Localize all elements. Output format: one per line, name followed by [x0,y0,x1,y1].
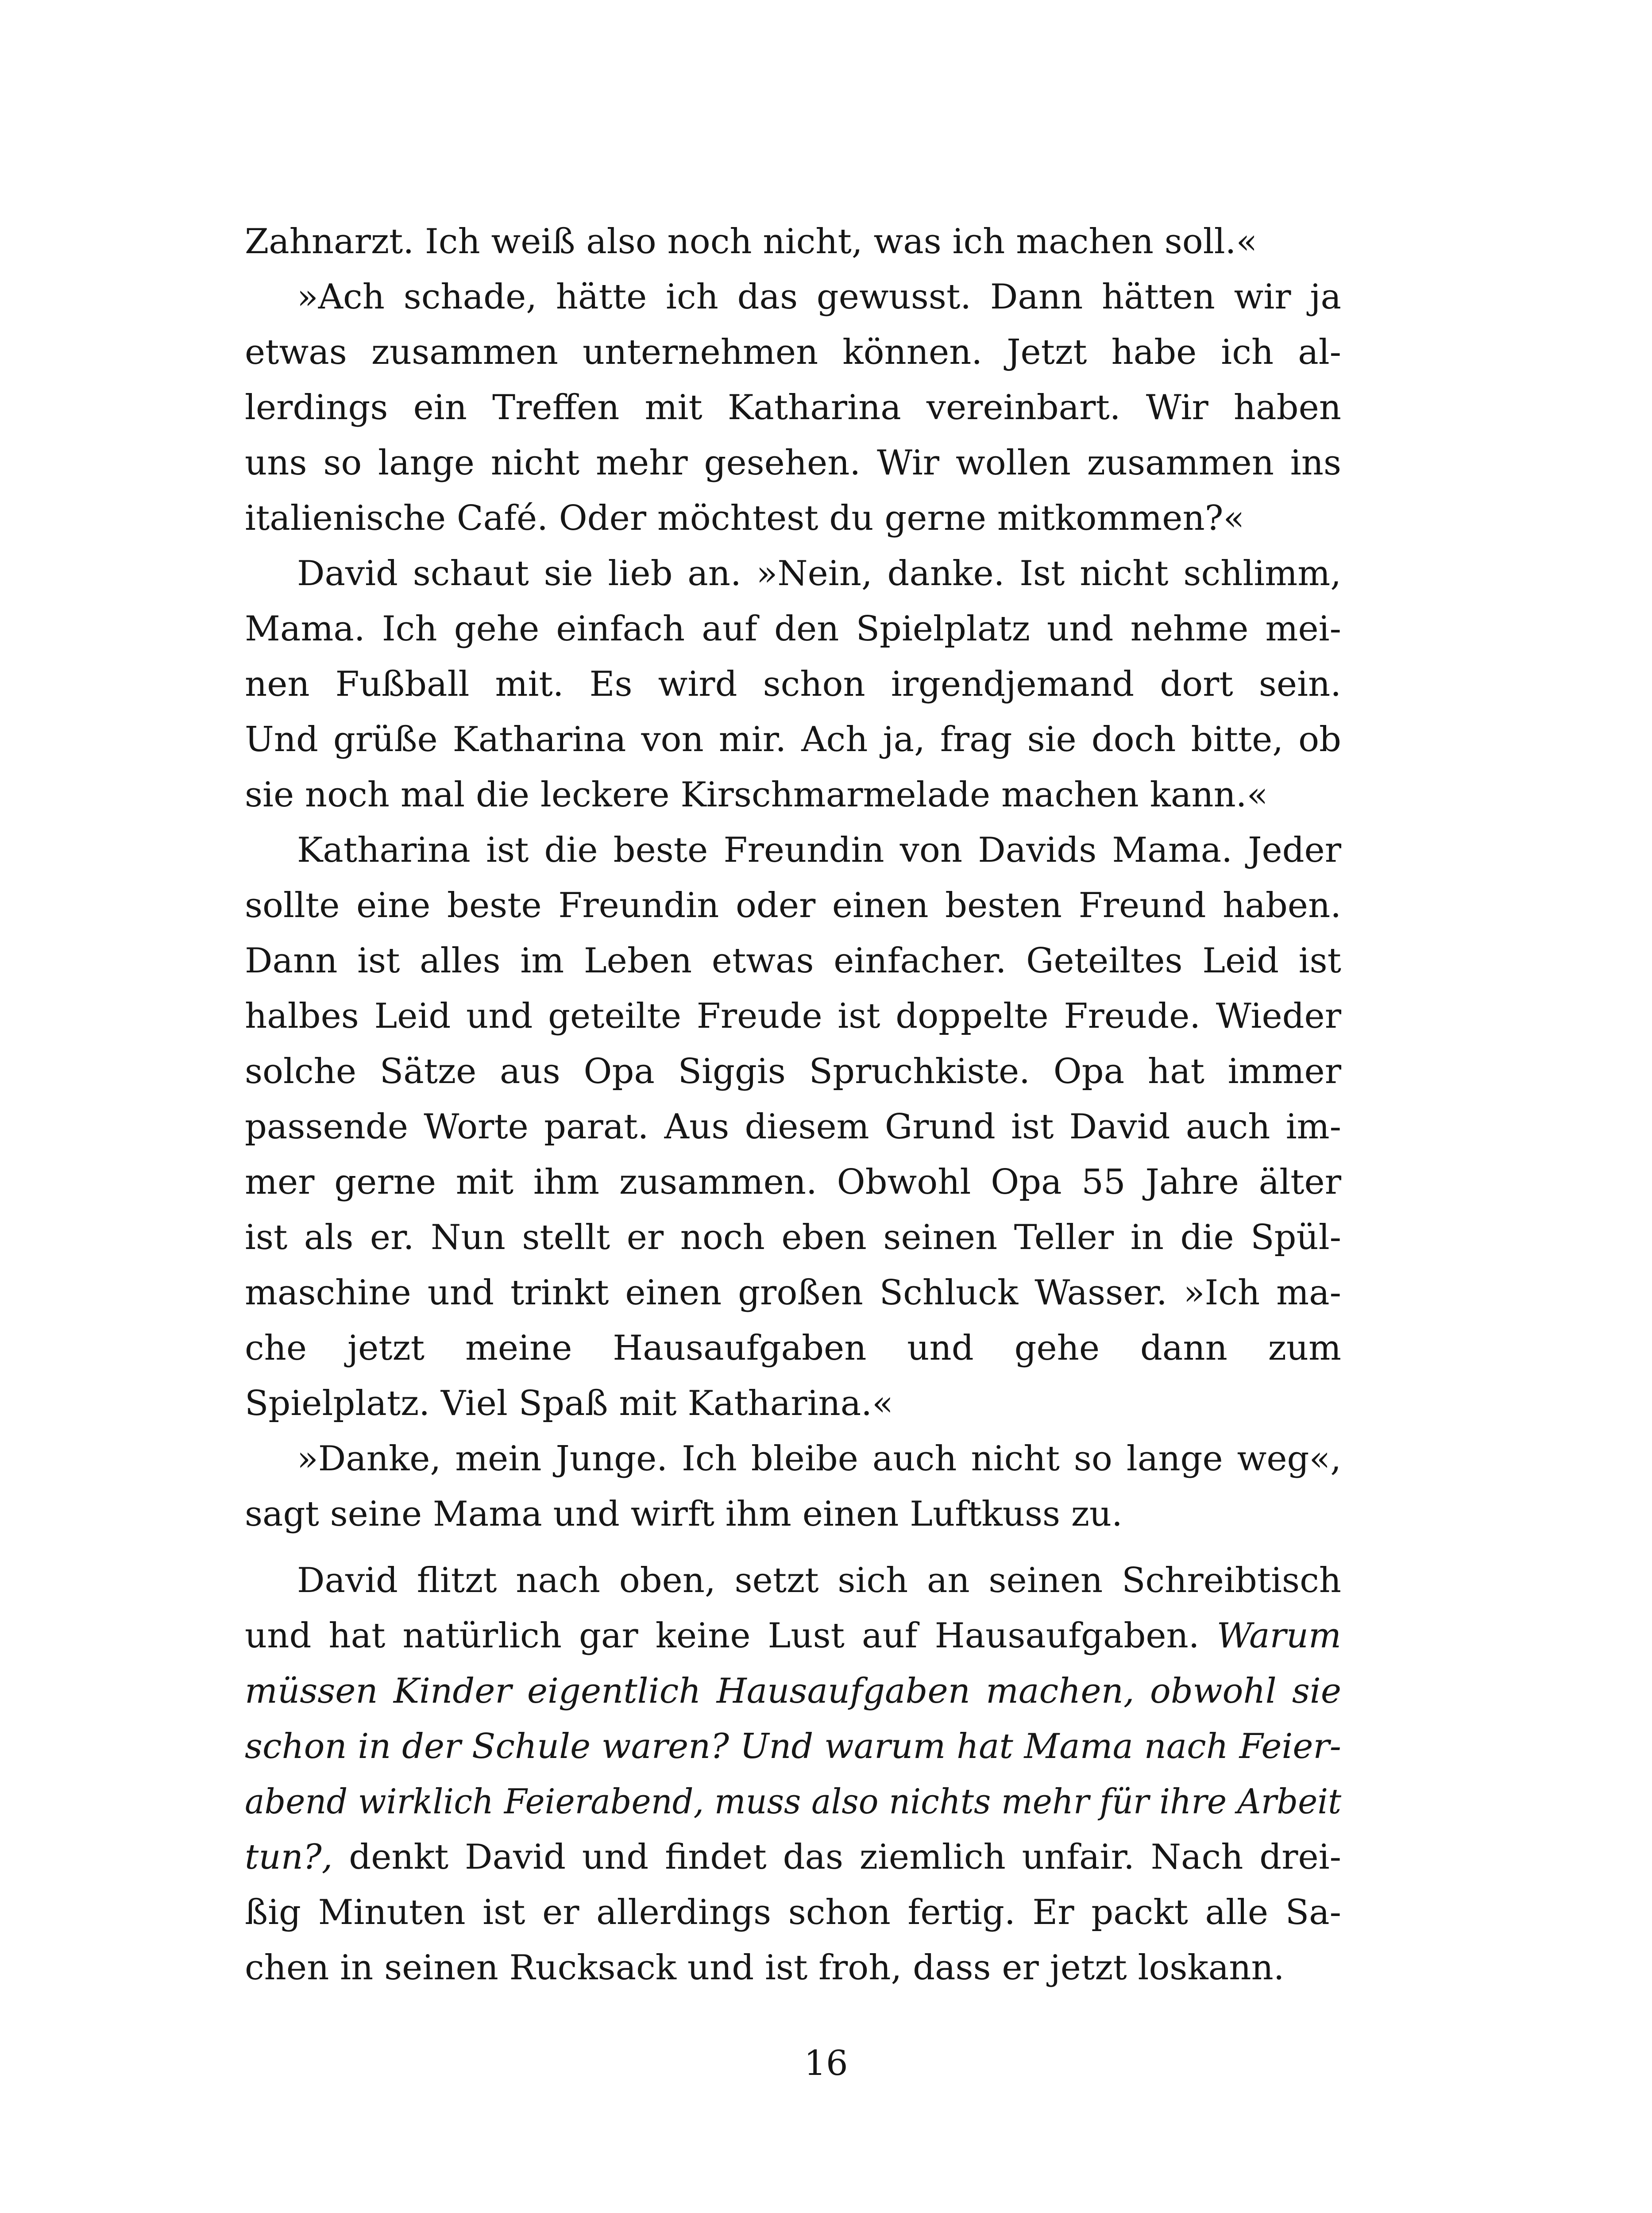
text-segment: Mama. Ich gehe einfach auf den Spielplatz und nehme mei- [245,609,1341,649]
text-segment: Und grüße Katharina von mir. Ach ja, frag sie doch bitte, ob [245,720,1341,760]
text-segment: passende Worte parat. Aus diesem Grund ist David auch im- [245,1107,1341,1147]
text-line [245,1719,1341,1774]
text-segment: nen Fußball mit. Es wird schon irgendjemand dort sein. [245,664,1341,704]
text-segment: Zahnarzt. Ich weiß also noch nicht, was ich machen soll.« [245,222,1258,262]
text-segment: sie noch mal die leckere Kirschmarmelade machen kann.« [245,775,1268,815]
text-line [245,1830,1341,1885]
text-segment: Katharina ist die beste Freundin von Davids Mama. Jeder [297,830,1341,870]
text-segment: chen in seinen Rucksack und ist froh, dass er jetzt loskann. [245,1948,1285,1988]
text-segment: mer gerne mit ihm zusammen. Obwohl Opa 55 Jahre älter [245,1162,1341,1202]
text-segment: David flitzt nach oben, setzt sich an seinen Schreibtisch [297,1561,1341,1600]
text-line [245,1321,1341,1376]
text-line [245,878,1341,933]
text-line [245,214,1341,270]
text-segment: ßig Minuten ist er allerdings schon fertig. Er packt alle Sa- [245,1893,1341,1932]
text-line [245,380,1341,436]
text-segment: lerdings ein Treffen mit Katharina vereinbart. Wir haben [245,388,1341,428]
text-line [245,1774,1341,1830]
text-segment: ist als er. Nun stellt er noch eben seinen Teller in die Spül- [245,1218,1341,1257]
text-segment: Dann ist alles im Leben etwas einfacher. Geteiltes Leid ist [245,941,1341,981]
text-segment: David schaut sie lieb an. »Nein, danke. Ist nicht schlimm, [297,554,1341,594]
text-line [245,436,1341,491]
text-segment: solche Sätze aus Opa Siggis Spruchkiste. Opa hat immer [245,1052,1341,1091]
text-segment: und hat natürlich gar keine Lust auf Hausaufgaben. [245,1616,1217,1656]
text-segment: Spielplatz. Viel Spaß mit Katharina.« [245,1384,893,1423]
text-line [245,1553,1341,1608]
italic-text-segment: schon in der Schule waren? Und warum hat Mama nach Feier- [245,1727,1341,1766]
text-line [245,1431,1341,1487]
body-text [245,214,1341,1996]
text-line [245,601,1341,657]
italic-text-segment: tun?, [245,1837,333,1877]
text-line [245,989,1341,1044]
text-line [245,491,1341,546]
text-segment: etwas zusammen unternehmen können. Jetzt habe ich al- [245,332,1341,372]
text-line [245,1376,1341,1431]
text-line [245,767,1341,823]
text-line [245,270,1341,325]
text-segment: sollte eine beste Freundin oder einen besten Freund haben. [245,886,1341,925]
text-segment: denkt David und findet das ziemlich unfair. Nach drei- [332,1837,1341,1877]
text-line [245,325,1341,380]
italic-text-segment: Warum [1216,1616,1341,1656]
text-line [245,546,1341,601]
text-line [245,712,1341,767]
text-line [245,1487,1341,1542]
text-segment: maschine und trinkt einen großen Schluck Wasser. »Ich ma- [245,1273,1341,1313]
text-line [245,933,1341,989]
text-segment: »Ach schade, hätte ich das gewusst. Dann hätten wir ja [297,277,1341,317]
text-line [245,1044,1341,1099]
page-number: 16 [804,2043,848,2083]
text-segment: »Danke, mein Junge. Ich bleibe auch nicht so lange weg«, [297,1439,1341,1479]
text-line [245,823,1341,878]
text-line [245,1210,1341,1265]
text-segment: sagt seine Mama und wirft ihm einen Luftkuss zu. [245,1494,1123,1534]
text-line [245,1885,1341,1940]
text-line [245,1099,1341,1155]
text-line [245,1608,1341,1664]
text-line [245,657,1341,712]
italic-text-segment: müssen Kinder eigentlich Hausaufgaben machen, obwohl sie [245,1671,1341,1711]
text-segment: italienische Café. Oder möchtest du gerne mitkommen?« [245,498,1245,538]
text-segment: uns so lange nicht mehr gesehen. Wir wollen zusammen ins [245,443,1341,483]
text-line [245,1664,1341,1719]
text-line [245,1940,1341,1996]
text-line [245,1265,1341,1321]
text-segment: che jetzt meine Hausaufgaben und gehe dann zum [245,1328,1341,1368]
text-line [245,1155,1341,1210]
italic-text-segment: abend wirklich Feierabend, muss also nichts mehr für ihre Arbeit [245,1782,1342,1822]
text-segment: halbes Leid und geteilte Freude ist doppelte Freude. Wieder [245,996,1341,1036]
